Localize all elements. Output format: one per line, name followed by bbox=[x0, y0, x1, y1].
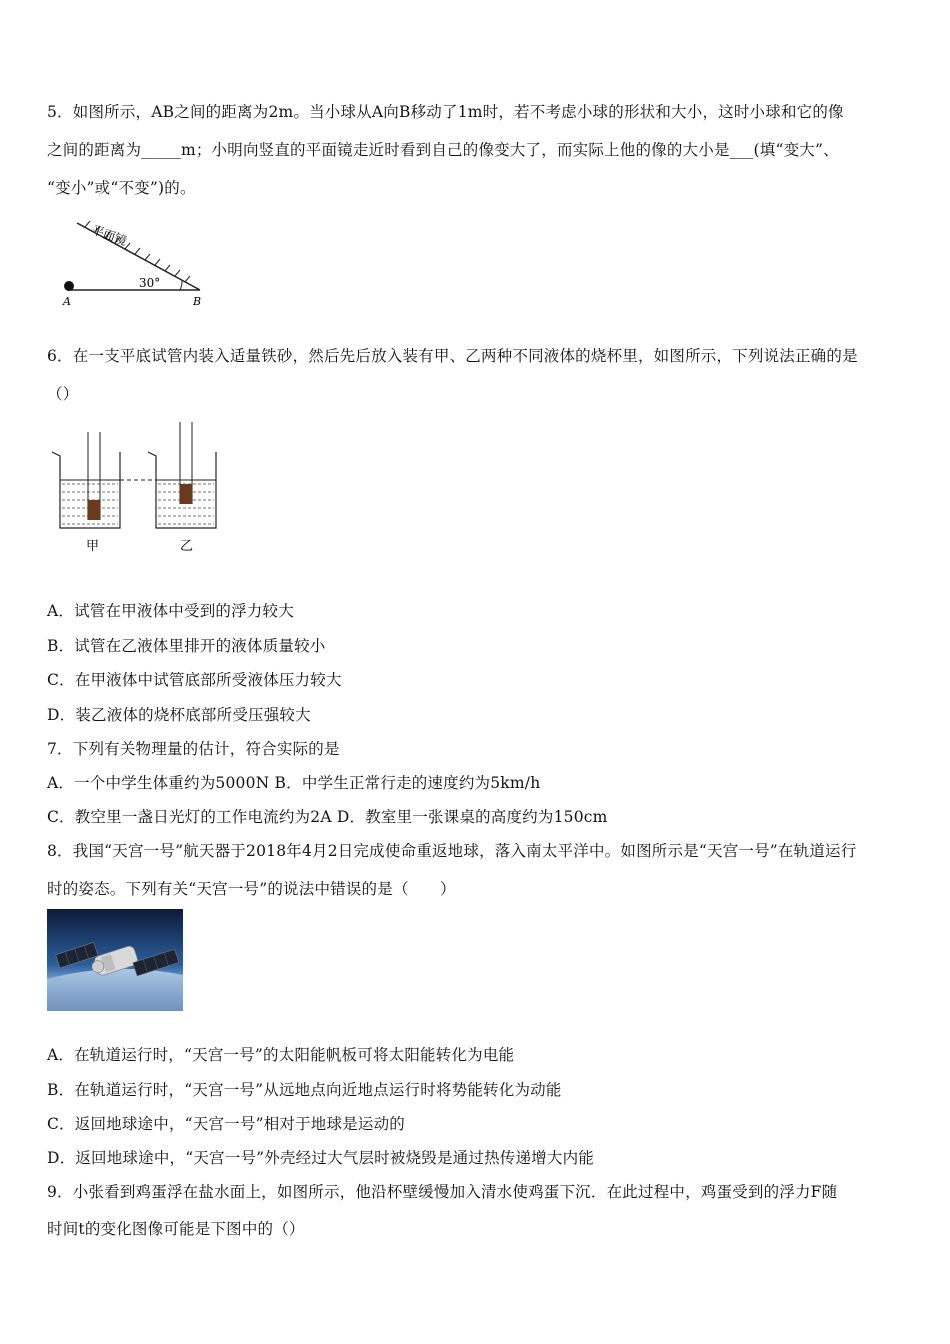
q8-option-d: D．返回地球途中，“天宫一号”外壳经过大气层时被烧毁是通过热传递增大内能 bbox=[47, 1149, 594, 1167]
q5-text-line3: “变小”或“不变”)的。 bbox=[47, 179, 196, 197]
q7-options-line2: C．教空里一盏日光灯的工作电流约为2A D．教室里一张课桌的高度约为150cm bbox=[47, 808, 608, 826]
q5-mirror-figure bbox=[55, 215, 215, 310]
q8-option-a: A．在轨道运行时，“天宫一号”的太阳能帆板可将太阳能转化为电能 bbox=[47, 1046, 515, 1064]
q6-text-line2: （） bbox=[47, 385, 79, 403]
q8-space-station-photo bbox=[47, 909, 183, 1011]
q6-label-right: 乙 bbox=[180, 539, 194, 554]
q5-point-a: A bbox=[63, 295, 71, 308]
q6-option-c: C．在甲液体中试管底部所受液体压力较大 bbox=[47, 671, 342, 689]
q8-option-c: C．返回地球途中，“天宫一号”相对于地球是运动的 bbox=[47, 1115, 406, 1133]
q8-text-line2: 时的姿态。下列有关“天宫一号”的说法中错误的是（ ） bbox=[47, 880, 456, 898]
q6-text-line1: 6．在一支平底试管内装入适量铁砂，然后先后放入装有甲、乙两种不同液体的烧杯里，如图所示，下列说法正确的是 bbox=[47, 347, 858, 365]
q6-option-a: A．试管在甲液体中受到的浮力较大 bbox=[47, 602, 294, 620]
q5-point-b: B bbox=[193, 295, 202, 308]
q5-angle-label: 30° bbox=[139, 276, 161, 290]
q5-text-line2: 之间的距离为_____m；小明向竖直的平面镜走近时看到自己的像变大了，而实际上他的像的大小是___(填“变大”、 bbox=[47, 141, 839, 159]
q8-text-line1: 8．我国“天宫一号”航天器于2018年4月2日完成使命重返地球，落入南太平洋中。如图所示是“天宫一号”在轨道运行 bbox=[47, 842, 857, 860]
q5-mirror-label: 平面镜 bbox=[89, 222, 129, 249]
q6-label-left: 甲 bbox=[86, 539, 100, 554]
q9-text-line1: 9．小张看到鸡蛋浮在盐水面上，如图所示，他沿杯壁缓慢加入清水使鸡蛋下沉．在此过程中，鸡蛋受到的浮力F随 bbox=[47, 1183, 838, 1201]
q6-option-b: B．试管在乙液体里排开的液体质量较小 bbox=[47, 637, 326, 655]
q8-option-b: B．在轨道运行时，“天宫一号”从远地点向近地点运行时将势能转化为动能 bbox=[47, 1081, 562, 1099]
q7-options-line1: A．一个中学生体重约为5000N B．中学生正常行走的速度约为5km/h bbox=[47, 774, 541, 792]
q7-stem: 7．下列有关物理量的估计，符合实际的是 bbox=[47, 740, 340, 758]
q6-option-d: D．装乙液体的烧杯底部所受压强较大 bbox=[47, 706, 311, 724]
q5-text-line1: 5．如图所示，AB之间的距离为2m。当小球从A向B移动了1m时，若不考虑小球的形状和大小，这时小球和它的像 bbox=[47, 103, 844, 121]
q6-beakers-figure bbox=[48, 418, 228, 558]
q9-text-line2: 时间t的变化图像可能是下图中的（） bbox=[47, 1220, 305, 1238]
